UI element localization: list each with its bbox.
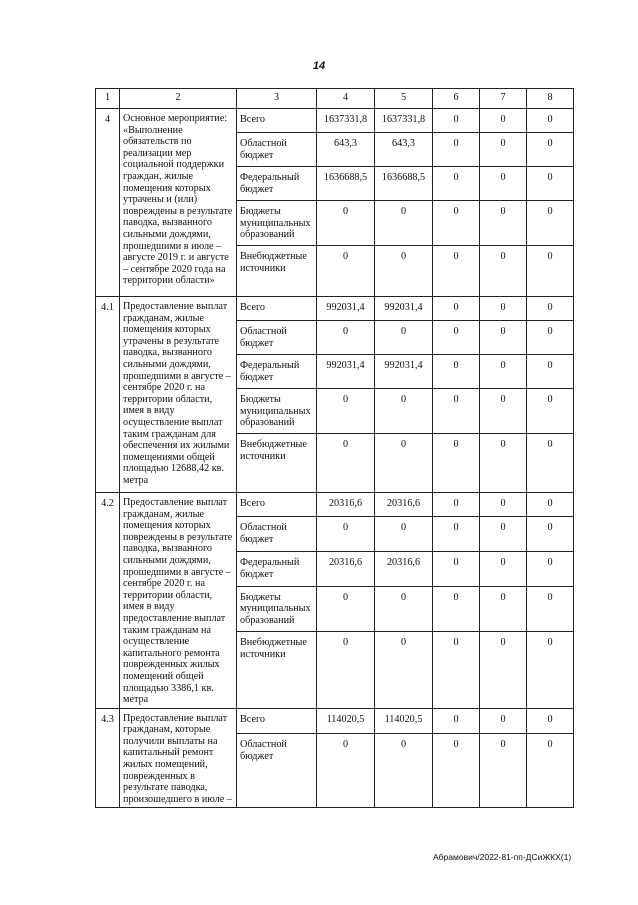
value-cell-4: 0 — [317, 734, 375, 808]
value-cell-4: 0 — [317, 246, 375, 297]
value-cell-4: 20316,6 — [317, 493, 375, 517]
value-cell-4: 0 — [317, 517, 375, 552]
value-cell-7: 0 — [480, 355, 527, 389]
value-cell-8: 0 — [527, 734, 574, 808]
header-cell-2: 2 — [120, 89, 237, 109]
value-cell-7: 0 — [480, 297, 527, 321]
value-cell-5: 0 — [375, 632, 433, 708]
measure-description: Предоставление выплат гражданам, жилые помещения которых повреждены в результате паводка, вызванного сильными дождями, прошедшими в августе – сентябре 2020 г. на территории области, имея в виду предоставление выплат таким гражданам на осуществление капитального ремонта поврежденных жилых помещений общей площадью 3386,1 кв. метра — [120, 493, 237, 709]
value-cell-7: 0 — [480, 167, 527, 201]
funding-source: Федеральный бюджет — [237, 355, 317, 389]
value-cell-5: 0 — [375, 434, 433, 493]
funding-source: Областной бюджет — [237, 321, 317, 355]
value-cell-5: 1637331,8 — [375, 109, 433, 133]
value-cell-5: 1636688,5 — [375, 167, 433, 201]
value-cell-5: 20316,6 — [375, 551, 433, 586]
funding-source: Всего — [237, 109, 317, 133]
value-cell-4: 20316,6 — [317, 551, 375, 586]
value-cell-6: 0 — [433, 355, 480, 389]
value-cell-6: 0 — [433, 434, 480, 493]
funding-source: Внебюджетные источники — [237, 434, 317, 493]
value-cell-6: 0 — [433, 321, 480, 355]
value-cell-8: 0 — [527, 246, 574, 297]
table-row — [96, 297, 574, 321]
table-row — [96, 109, 574, 133]
value-cell-8: 0 — [527, 133, 574, 167]
value-cell-4: 1636688,5 — [317, 167, 375, 201]
header-cell-1: 1 — [96, 89, 120, 109]
value-cell-7: 0 — [480, 321, 527, 355]
value-cell-4: 992031,4 — [317, 355, 375, 389]
value-cell-4: 992031,4 — [317, 297, 375, 321]
value-cell-6: 0 — [433, 708, 480, 733]
value-cell-7: 0 — [480, 517, 527, 552]
value-cell-5: 0 — [375, 517, 433, 552]
value-cell-6: 0 — [433, 109, 480, 133]
value-cell-5: 0 — [375, 201, 433, 246]
value-cell-7: 0 — [480, 734, 527, 808]
value-cell-8: 0 — [527, 109, 574, 133]
value-cell-7: 0 — [480, 133, 527, 167]
value-cell-4: 0 — [317, 586, 375, 632]
header-cell-7: 7 — [480, 89, 527, 109]
value-cell-6: 0 — [433, 493, 480, 517]
funding-source: Бюджеты муниципальных образований — [237, 586, 317, 632]
value-cell-6: 0 — [433, 734, 480, 808]
table-row — [96, 708, 574, 733]
funding-source: Всего — [237, 493, 317, 517]
value-cell-4: 0 — [317, 389, 375, 434]
funding-source: Внебюджетные источники — [237, 632, 317, 708]
value-cell-7: 0 — [480, 201, 527, 246]
value-cell-4: 0 — [317, 632, 375, 708]
value-cell-8: 0 — [527, 632, 574, 708]
value-cell-4: 0 — [317, 201, 375, 246]
value-cell-8: 0 — [527, 708, 574, 733]
measure-description: Основное мероприятие: «Выполнение обязательств по реализации мер социальной поддержки граждан, жилые помещения которых утрачены и (или) повреждены в результате паводка, вызванного сильными дождями, прошедшими в июле – августе 2019 г. и августе – сентябре 2020 года на территории области» — [120, 109, 237, 297]
value-cell-6: 0 — [433, 632, 480, 708]
funding-source: Областной бюджет — [237, 517, 317, 552]
value-cell-4: 114020,5 — [317, 708, 375, 733]
value-cell-5: 0 — [375, 389, 433, 434]
value-cell-7: 0 — [480, 632, 527, 708]
value-cell-8: 0 — [527, 297, 574, 321]
value-cell-8: 0 — [527, 355, 574, 389]
value-cell-8: 0 — [527, 167, 574, 201]
value-cell-5: 643,3 — [375, 133, 433, 167]
value-cell-5: 114020,5 — [375, 708, 433, 733]
document-footer: Абрамович/2022-81-пп-ДСиЖКХ(1) — [433, 852, 572, 862]
value-cell-4: 0 — [317, 434, 375, 493]
value-cell-7: 0 — [480, 586, 527, 632]
header-cell-8: 8 — [527, 89, 574, 109]
value-cell-6: 0 — [433, 133, 480, 167]
value-cell-5: 0 — [375, 586, 433, 632]
value-cell-7: 0 — [480, 434, 527, 493]
value-cell-5: 0 — [375, 246, 433, 297]
header-cell-4: 4 — [317, 89, 375, 109]
value-cell-6: 0 — [433, 167, 480, 201]
measure-description: Предоставление выплат гражданам, жилые помещения которых утрачены в результате паводка, вызванного сильными дождями, прошедшими в августе – сентябре 2020 г. на территории области, имея в виду осуществление выплат таким гражданам для обеспечения их жилыми помещениями общей площадью 12688,42 кв. метра — [120, 297, 237, 493]
value-cell-7: 0 — [480, 246, 527, 297]
value-cell-8: 0 — [527, 321, 574, 355]
value-cell-4: 1637331,8 — [317, 109, 375, 133]
value-cell-5: 0 — [375, 734, 433, 808]
row-index: 4 — [96, 109, 120, 297]
row-index: 4.1 — [96, 297, 120, 493]
funding-source: Федеральный бюджет — [237, 551, 317, 586]
value-cell-5: 0 — [375, 321, 433, 355]
funding-source: Федеральный бюджет — [237, 167, 317, 201]
page-number: 14 — [312, 60, 326, 72]
funding-source: Внебюджетные источники — [237, 246, 317, 297]
measure-description: Предоставление выплат гражданам, которые получили выплаты на капитальный ремонт жилых помещений, поврежденных в результате паводка, произошедшего в июле – — [120, 708, 237, 808]
value-cell-5: 992031,4 — [375, 355, 433, 389]
value-cell-6: 0 — [433, 246, 480, 297]
value-cell-8: 0 — [527, 517, 574, 552]
row-index: 4.2 — [96, 493, 120, 709]
table-row — [96, 493, 574, 517]
header-cell-5: 5 — [375, 89, 433, 109]
value-cell-7: 0 — [480, 389, 527, 434]
header-cell-3: 3 — [237, 89, 317, 109]
funding-source: Областной бюджет — [237, 734, 317, 808]
value-cell-8: 0 — [527, 201, 574, 246]
funding-source: Всего — [237, 297, 317, 321]
value-cell-6: 0 — [433, 551, 480, 586]
value-cell-4: 643,3 — [317, 133, 375, 167]
row-index: 4.3 — [96, 708, 120, 808]
funding-source: Бюджеты муниципальных образований — [237, 389, 317, 434]
value-cell-4: 0 — [317, 321, 375, 355]
value-cell-8: 0 — [527, 586, 574, 632]
value-cell-8: 0 — [527, 434, 574, 493]
budget-table — [95, 88, 574, 808]
value-cell-8: 0 — [527, 389, 574, 434]
value-cell-6: 0 — [433, 586, 480, 632]
value-cell-8: 0 — [527, 493, 574, 517]
value-cell-7: 0 — [480, 109, 527, 133]
value-cell-5: 20316,6 — [375, 493, 433, 517]
value-cell-7: 0 — [480, 551, 527, 586]
funding-source: Всего — [237, 708, 317, 733]
value-cell-7: 0 — [480, 493, 527, 517]
funding-source: Областной бюджет — [237, 133, 317, 167]
header-row — [96, 89, 574, 109]
value-cell-6: 0 — [433, 201, 480, 246]
value-cell-7: 0 — [480, 708, 527, 733]
value-cell-6: 0 — [433, 517, 480, 552]
header-cell-6: 6 — [433, 89, 480, 109]
value-cell-8: 0 — [527, 551, 574, 586]
funding-source: Бюджеты муниципальных образований — [237, 201, 317, 246]
value-cell-6: 0 — [433, 297, 480, 321]
value-cell-5: 992031,4 — [375, 297, 433, 321]
value-cell-6: 0 — [433, 389, 480, 434]
